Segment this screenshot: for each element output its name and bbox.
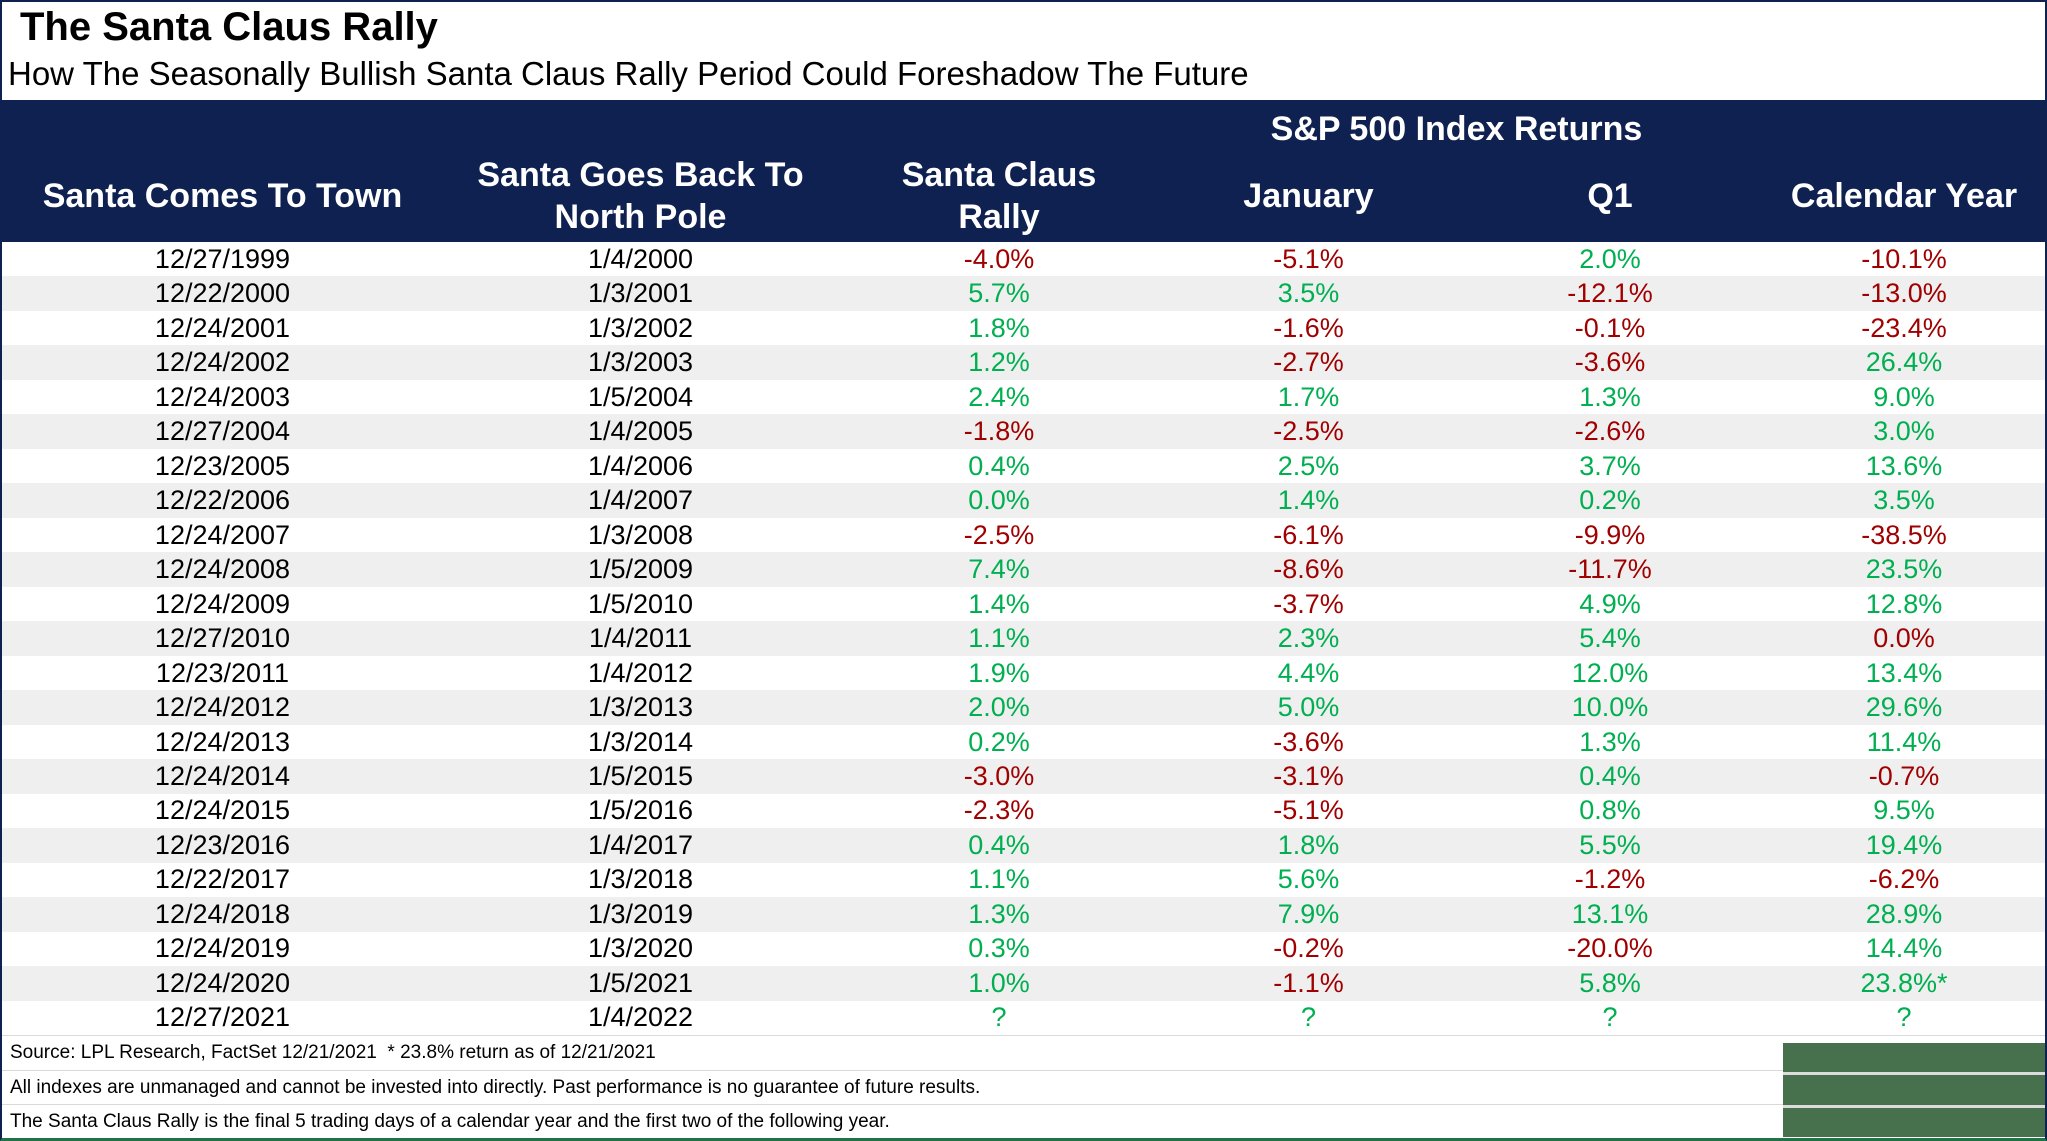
calendar-year-return: 13.6% bbox=[1865, 450, 1943, 481]
q1-return: ? bbox=[1602, 1002, 1618, 1033]
january-return: ? bbox=[1300, 1002, 1317, 1033]
santa-goes-back-date: 1/5/2016 bbox=[587, 795, 694, 826]
calendar-year-return: 23.5% bbox=[1865, 554, 1943, 585]
january-return: 2.5% bbox=[1277, 450, 1340, 481]
santa-claus-rally-return: -1.8% bbox=[963, 416, 1035, 447]
santa-goes-back-date: 1/4/2005 bbox=[587, 416, 694, 447]
santa-goes-back-date: 1/5/2010 bbox=[587, 588, 694, 619]
january-return: -3.1% bbox=[1273, 761, 1344, 791]
q1-return: -1.2% bbox=[1574, 864, 1646, 895]
calendar-year-return: -23.4% bbox=[1861, 312, 1947, 343]
q1-return: 0.2% bbox=[1579, 485, 1641, 516]
santa-claus-rally-return: 0.0% bbox=[968, 485, 1030, 516]
santa-goes-back-date: 1/5/2021 bbox=[587, 967, 694, 998]
santa-goes-back-date: 1/3/2019 bbox=[587, 898, 694, 929]
calendar-year-return: 9.0% bbox=[1873, 381, 1935, 412]
q1-return: 13.1% bbox=[1571, 898, 1649, 929]
santa-comes-to-town-date: 12/24/2014 bbox=[154, 761, 291, 791]
calendar-year-return: 12.8% bbox=[1865, 588, 1943, 619]
santa-comes-to-town-date: 12/24/2007 bbox=[154, 519, 291, 550]
calendar-year-return: 0.0% bbox=[1873, 623, 1935, 654]
footnote-disclaimer: All indexes are unmanaged and cannot be invested into directly. Past performance is no guarantee of future results. bbox=[2, 1070, 2045, 1105]
q1-return: -9.9% bbox=[1574, 519, 1646, 550]
santa-comes-to-town-date: 12/22/2017 bbox=[154, 864, 291, 895]
santa-comes-to-town-date: 12/24/2015 bbox=[154, 795, 291, 826]
q1-return: 1.3% bbox=[1579, 726, 1641, 757]
january-return: 2.3% bbox=[1277, 623, 1340, 654]
q1-return: 0.4% bbox=[1579, 761, 1641, 791]
calendar-year-return: 29.6% bbox=[1865, 692, 1943, 723]
calendar-year-return: 19.4% bbox=[1865, 829, 1943, 860]
footnote-definition: The Santa Claus Rally is the final 5 trading days of a calendar year and the first two of the following year. bbox=[2, 1104, 2045, 1139]
calendar-year-return: -6.2% bbox=[1868, 864, 1940, 895]
santa-comes-to-town-date: 12/22/2000 bbox=[154, 278, 291, 309]
january-return: -2.5% bbox=[1273, 416, 1344, 447]
january-return: -6.1% bbox=[1273, 519, 1344, 550]
santa-claus-rally-return: ? bbox=[991, 1002, 1007, 1033]
calendar-year-return: 9.5% bbox=[1873, 795, 1935, 826]
january-return: 5.0% bbox=[1277, 692, 1340, 723]
table-row bbox=[2, 242, 2045, 276]
santa-comes-to-town-date: 12/23/2011 bbox=[155, 657, 290, 688]
calendar-year-return: 28.9% bbox=[1865, 898, 1943, 929]
calendar-year-return: 13.4% bbox=[1865, 657, 1943, 688]
santa-goes-back-date: 1/3/2008 bbox=[587, 519, 694, 550]
calendar-year-return: ? bbox=[1896, 1002, 1912, 1033]
table-row bbox=[2, 725, 2045, 759]
table-row bbox=[2, 1001, 2045, 1035]
santa-comes-to-town-date: 12/22/2006 bbox=[154, 485, 291, 516]
column-header-santa-goes-back: Santa Goes Back To North Pole bbox=[477, 155, 804, 236]
january-return: -5.1% bbox=[1273, 795, 1344, 826]
q1-return: 3.7% bbox=[1579, 450, 1641, 481]
column-header-santa-claus-rally: Santa Claus Rally bbox=[901, 155, 1097, 236]
january-return: -3.6% bbox=[1273, 726, 1344, 757]
column-header-santa-comes-to-town: Santa Comes To Town bbox=[42, 176, 403, 215]
calendar-year-return: 26.4% bbox=[1865, 347, 1943, 378]
santa-comes-to-town-date: 12/24/2019 bbox=[154, 933, 291, 964]
santa-claus-rally-return: -4.0% bbox=[963, 243, 1035, 274]
green-stripe bbox=[1783, 1043, 2045, 1072]
calendar-year-return: -38.5% bbox=[1861, 519, 1947, 550]
santa-goes-back-date: 1/3/2018 bbox=[587, 864, 694, 895]
q1-return: 12.0% bbox=[1571, 657, 1649, 688]
santa-goes-back-date: 1/4/2012 bbox=[587, 657, 694, 688]
q1-return: -12.1% bbox=[1567, 278, 1653, 309]
footnote-source: Source: LPL Research, FactSet 12/21/2021 * 23.8% return as of 12/21/2021 bbox=[10, 1041, 656, 1063]
table-row bbox=[2, 794, 2045, 828]
santa-comes-to-town-date: 12/27/2010 bbox=[154, 623, 291, 654]
santa-goes-back-date: 1/4/2011 bbox=[588, 623, 693, 654]
santa-claus-rally-return: 1.2% bbox=[968, 347, 1030, 378]
january-return: -0.2% bbox=[1273, 933, 1344, 964]
santa-goes-back-date: 1/4/2007 bbox=[587, 485, 694, 516]
q1-return: 1.3% bbox=[1579, 381, 1641, 412]
january-return: -3.7% bbox=[1273, 588, 1344, 619]
santa-claus-rally-return: 0.2% bbox=[968, 726, 1030, 757]
calendar-year-return: -13.0% bbox=[1861, 278, 1947, 309]
january-return: 1.4% bbox=[1277, 485, 1340, 516]
santa-claus-rally-return: 1.1% bbox=[968, 623, 1030, 654]
table-row bbox=[2, 759, 2045, 793]
green-stripe-block bbox=[1783, 1043, 2045, 1137]
january-return: 1.7% bbox=[1277, 381, 1340, 412]
santa-claus-rally-return: -3.0% bbox=[963, 761, 1035, 791]
santa-comes-to-town-date: 12/24/2001 bbox=[154, 312, 291, 343]
page-subtitle: How The Seasonally Bullish Santa Claus Rally Period Could Foreshadow The Future bbox=[8, 54, 1249, 92]
santa-claus-rally-return: 1.4% bbox=[968, 588, 1030, 619]
santa-goes-back-date: 1/3/2003 bbox=[587, 347, 694, 378]
santa-comes-to-town-date: 12/24/2002 bbox=[154, 347, 291, 378]
january-return: -5.1% bbox=[1273, 243, 1344, 274]
santa-claus-rally-return: -2.5% bbox=[963, 519, 1035, 550]
santa-comes-to-town-date: 12/27/1999 bbox=[154, 243, 291, 274]
santa-claus-rally-return: 1.3% bbox=[968, 898, 1030, 929]
sp500-group-header: S&P 500 Index Returns bbox=[1270, 109, 1643, 148]
santa-comes-to-town-date: 12/23/2005 bbox=[154, 450, 291, 481]
santa-comes-to-town-date: 12/24/2013 bbox=[154, 726, 291, 757]
q1-return: 5.4% bbox=[1579, 623, 1641, 654]
footnotes bbox=[2, 1035, 2045, 1139]
column-header-january: January bbox=[1243, 176, 1374, 215]
q1-return: -20.0% bbox=[1567, 933, 1653, 964]
santa-goes-back-date: 1/3/2001 bbox=[587, 278, 694, 309]
calendar-year-return: -10.1% bbox=[1861, 243, 1947, 274]
calendar-year-return: 3.5% bbox=[1873, 485, 1935, 516]
santa-claus-rally-return: 0.4% bbox=[968, 829, 1030, 860]
santa-claus-rally-return: 0.4% bbox=[968, 450, 1030, 481]
january-return: 4.4% bbox=[1277, 657, 1340, 688]
santa-claus-rally-return: 1.0% bbox=[968, 967, 1030, 998]
table-row bbox=[2, 656, 2045, 690]
santa-goes-back-date: 1/5/2004 bbox=[587, 381, 694, 412]
table-row bbox=[2, 518, 2045, 552]
santa-comes-to-town-date: 12/24/2008 bbox=[154, 554, 291, 585]
calendar-year-return: -0.7% bbox=[1868, 761, 1940, 791]
q1-return: -3.6% bbox=[1574, 347, 1646, 378]
santa-comes-to-town-date: 12/24/2018 bbox=[154, 898, 291, 929]
calendar-year-return: 11.4% bbox=[1866, 726, 1942, 757]
table-row bbox=[2, 897, 2045, 931]
santa-claus-rally-return: -2.3% bbox=[963, 795, 1035, 826]
table-row bbox=[2, 552, 2045, 586]
santa-claus-rally-return: 1.9% bbox=[968, 657, 1030, 688]
january-return: -8.6% bbox=[1273, 554, 1344, 585]
santa-claus-rally-return: 2.4% bbox=[968, 381, 1030, 412]
table-body bbox=[2, 242, 2045, 1035]
calendar-year-return: 3.0% bbox=[1873, 416, 1935, 447]
january-return: 1.8% bbox=[1277, 829, 1340, 860]
table-row bbox=[2, 311, 2045, 345]
table-row bbox=[2, 449, 2045, 483]
table-row bbox=[2, 587, 2045, 621]
table-header bbox=[2, 100, 2045, 242]
santa-goes-back-date: 1/5/2015 bbox=[587, 761, 694, 791]
santa-goes-back-date: 1/4/2006 bbox=[587, 450, 694, 481]
calendar-year-return: 14.4% bbox=[1865, 933, 1943, 964]
q1-return: 4.9% bbox=[1579, 588, 1641, 619]
santa-claus-rally-return: 2.0% bbox=[968, 692, 1030, 723]
q1-return: 10.0% bbox=[1571, 692, 1649, 723]
january-return: 7.9% bbox=[1277, 898, 1340, 929]
santa-goes-back-date: 1/3/2002 bbox=[587, 312, 694, 343]
santa-goes-back-date: 1/4/2000 bbox=[587, 243, 694, 274]
q1-return: -11.7% bbox=[1568, 554, 1652, 585]
page-title: The Santa Claus Rally bbox=[20, 5, 438, 49]
santa-comes-to-town-date: 12/23/2016 bbox=[154, 829, 291, 860]
table-row bbox=[2, 932, 2045, 966]
santa-claus-rally-return: 7.4% bbox=[968, 554, 1030, 585]
santa-goes-back-date: 1/3/2013 bbox=[587, 692, 694, 723]
santa-claus-rally-return: 5.7% bbox=[968, 278, 1030, 309]
santa-claus-rally-return: 1.1% bbox=[968, 864, 1030, 895]
santa-goes-back-date: 1/3/2014 bbox=[587, 726, 694, 757]
q1-return: 0.8% bbox=[1579, 795, 1641, 826]
santa-goes-back-date: 1/5/2009 bbox=[587, 554, 694, 585]
green-stripe bbox=[1783, 1108, 2045, 1137]
santa-comes-to-town-date: 12/24/2020 bbox=[154, 967, 291, 998]
table-row bbox=[2, 828, 2045, 862]
santa-comes-to-town-date: 12/24/2003 bbox=[154, 381, 291, 412]
santa-goes-back-date: 1/4/2022 bbox=[587, 1002, 694, 1033]
santa-goes-back-date: 1/4/2017 bbox=[587, 829, 694, 860]
table-row bbox=[2, 863, 2045, 897]
table-row bbox=[2, 483, 2045, 517]
column-header-q1: Q1 bbox=[1587, 176, 1633, 215]
santa-comes-to-town-date: 12/24/2012 bbox=[154, 692, 291, 723]
green-stripe bbox=[1783, 1075, 2045, 1104]
table-row bbox=[2, 621, 2045, 655]
santa-goes-back-date: 1/3/2020 bbox=[587, 933, 694, 964]
january-return: -1.6% bbox=[1273, 312, 1344, 343]
table-row bbox=[2, 966, 2045, 1000]
january-return: 5.6% bbox=[1277, 864, 1340, 895]
q1-return: 5.5% bbox=[1579, 829, 1641, 860]
table-row bbox=[2, 414, 2045, 448]
table-row bbox=[2, 276, 2045, 310]
q1-return: 5.8% bbox=[1579, 967, 1641, 998]
santa-comes-to-town-date: 12/27/2021 bbox=[154, 1002, 291, 1033]
santa-comes-to-town-date: 12/24/2009 bbox=[154, 588, 291, 619]
calendar-year-return: 23.8%* bbox=[1860, 967, 1948, 998]
january-return: -1.1% bbox=[1273, 967, 1344, 998]
santa-claus-rally-return: 1.8% bbox=[968, 312, 1030, 343]
q1-return: -2.6% bbox=[1574, 416, 1646, 447]
santa-comes-to-town-date: 12/27/2004 bbox=[154, 416, 291, 447]
january-return: 3.5% bbox=[1277, 278, 1340, 309]
q1-return: -0.1% bbox=[1574, 312, 1646, 343]
santa-claus-rally-return: 0.3% bbox=[968, 933, 1030, 964]
table-row bbox=[2, 380, 2045, 414]
table-row bbox=[2, 345, 2045, 379]
q1-return: 2.0% bbox=[1579, 243, 1641, 274]
column-header-calendar-year: Calendar Year bbox=[1790, 176, 2018, 215]
table-row bbox=[2, 690, 2045, 724]
january-return: -2.7% bbox=[1273, 347, 1344, 378]
title-area bbox=[2, 2, 2045, 100]
